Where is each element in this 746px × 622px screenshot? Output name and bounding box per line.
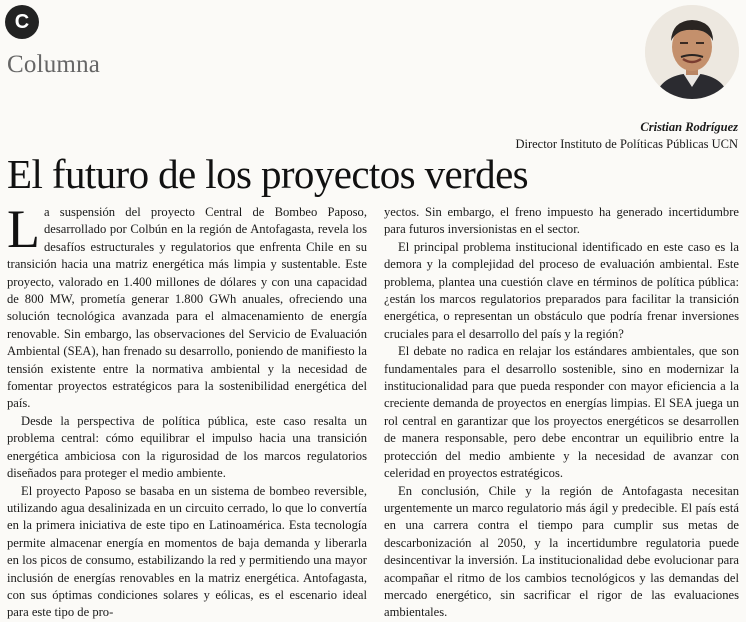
author-byline (515, 119, 738, 153)
article-headline: El futuro de los proyectos verdes (7, 151, 529, 197)
author-photo (645, 5, 739, 99)
article-paragraph: El proyecto Paposo se basaba en un sistema de bombeo reversible, utilizando agua desalinizada en un circuito cerrado, lo que lo convertía en la primera iniciativa de este tipo en Latinoamérica. Esta tecnología permite almacenar energía en momentos de baja demanda y liberarla en los picos de consumo, estabilizando la red y permitiendo una mayor inclusión de energías renovables en la matriz energética. Antofagasta, con sus óptimas condiciones solares y eólicas, es el escenario ideal para este tipo de pro- (7, 483, 367, 620)
author-name: Cristian Rodríguez (640, 120, 738, 134)
author-role: Director Instituto de Políticas Públicas UCN (515, 137, 738, 151)
article-paragraph: yectos. Sin embargo, el freno impuesto ha generado incertidumbre para futuros inversionistas en el sector. (384, 205, 739, 237)
article-paragraph: En conclusión, Chile y la región de Antofagasta necesitan urgentemente un marco regulatorio más ágil y predecible. El país está en una carrera contra el tiempo para cumplir sus metas de descarbonización al 2050, y la incertidumbre regulatoria puede desincentivar la inversión. La institucionalidad debe evolucionar para acompañar el ritmo de los cambios tecnológicos y las demandas del mercado energético, sin sacrificar el rigor de las evaluaciones ambientales. (384, 483, 739, 620)
author-portrait-icon (645, 5, 739, 99)
paragraph-text: a suspensión del proyecto Central de Bombeo Paposo, desarrollado por Colbún en la región de Antofagasta, revela los desafíos estructurales y regulatorios que enfrenta Chile en su transición hacia una matriz energética más limpia y sustentable. Este proyecto, valorado en 1.400 millones de dólares y con una capacidad de 800 MW, prometía generar 1.800 GWh anuales, ofreciendo una solución tecnológica avanzada para el almacenamiento de energía renovable. Sin embargo, las observaciones del Servicio de Evaluación Ambiental (SEA), han frenado su desarrollo, poniendo de manifiesto la tensión existente entre la normativa ambiental y la necesidad de fomentar proyectos estratégicos para la sostenibilidad energética del país. (7, 205, 367, 411)
article-paragraph (7, 199, 367, 413)
article-paragraph: El principal problema institucional identificado en este caso es la demora y la complejidad del proceso de evaluación ambiental. Este problema, plantea una cuestión clave en términos de política pública: ¿están los marcos regulatorios preparados para facilitar la transición energética, o representan un obstáculo que podría frenar inversiones cruciales para el desarrollo del país y la región? (384, 239, 739, 341)
article-column-left (7, 199, 367, 622)
drop-cap: L (7, 199, 40, 259)
article-column-right (384, 204, 739, 622)
column-badge: C (5, 5, 39, 39)
section-label: Columna (7, 51, 101, 78)
article-paragraph: Desde la perspectiva de política pública, este caso resalta un problema central: cómo equilibrar el impulso hacia una transición energética ambiciosa con la rigurosidad de los marcos regulatorios diseñados para proteger el medio ambiente. (7, 413, 367, 481)
article-paragraph: El debate no radica en relajar los estándares ambientales, que son fundamentales para el desarrollo sostenible, sino en modernizar la institucionalidad para que pueda responder con mayor eficiencia a la creciente demanda de proyectos en energías limpias. El SEA juega un rol central en garantizar que los proyectos energéticos se desarrollen de manera responsable, pero debe encontrar un equilibrio entre la protección del medio ambiente y la necesidad de avanzar con celeridad en proyectos estratégicos. (384, 344, 739, 481)
